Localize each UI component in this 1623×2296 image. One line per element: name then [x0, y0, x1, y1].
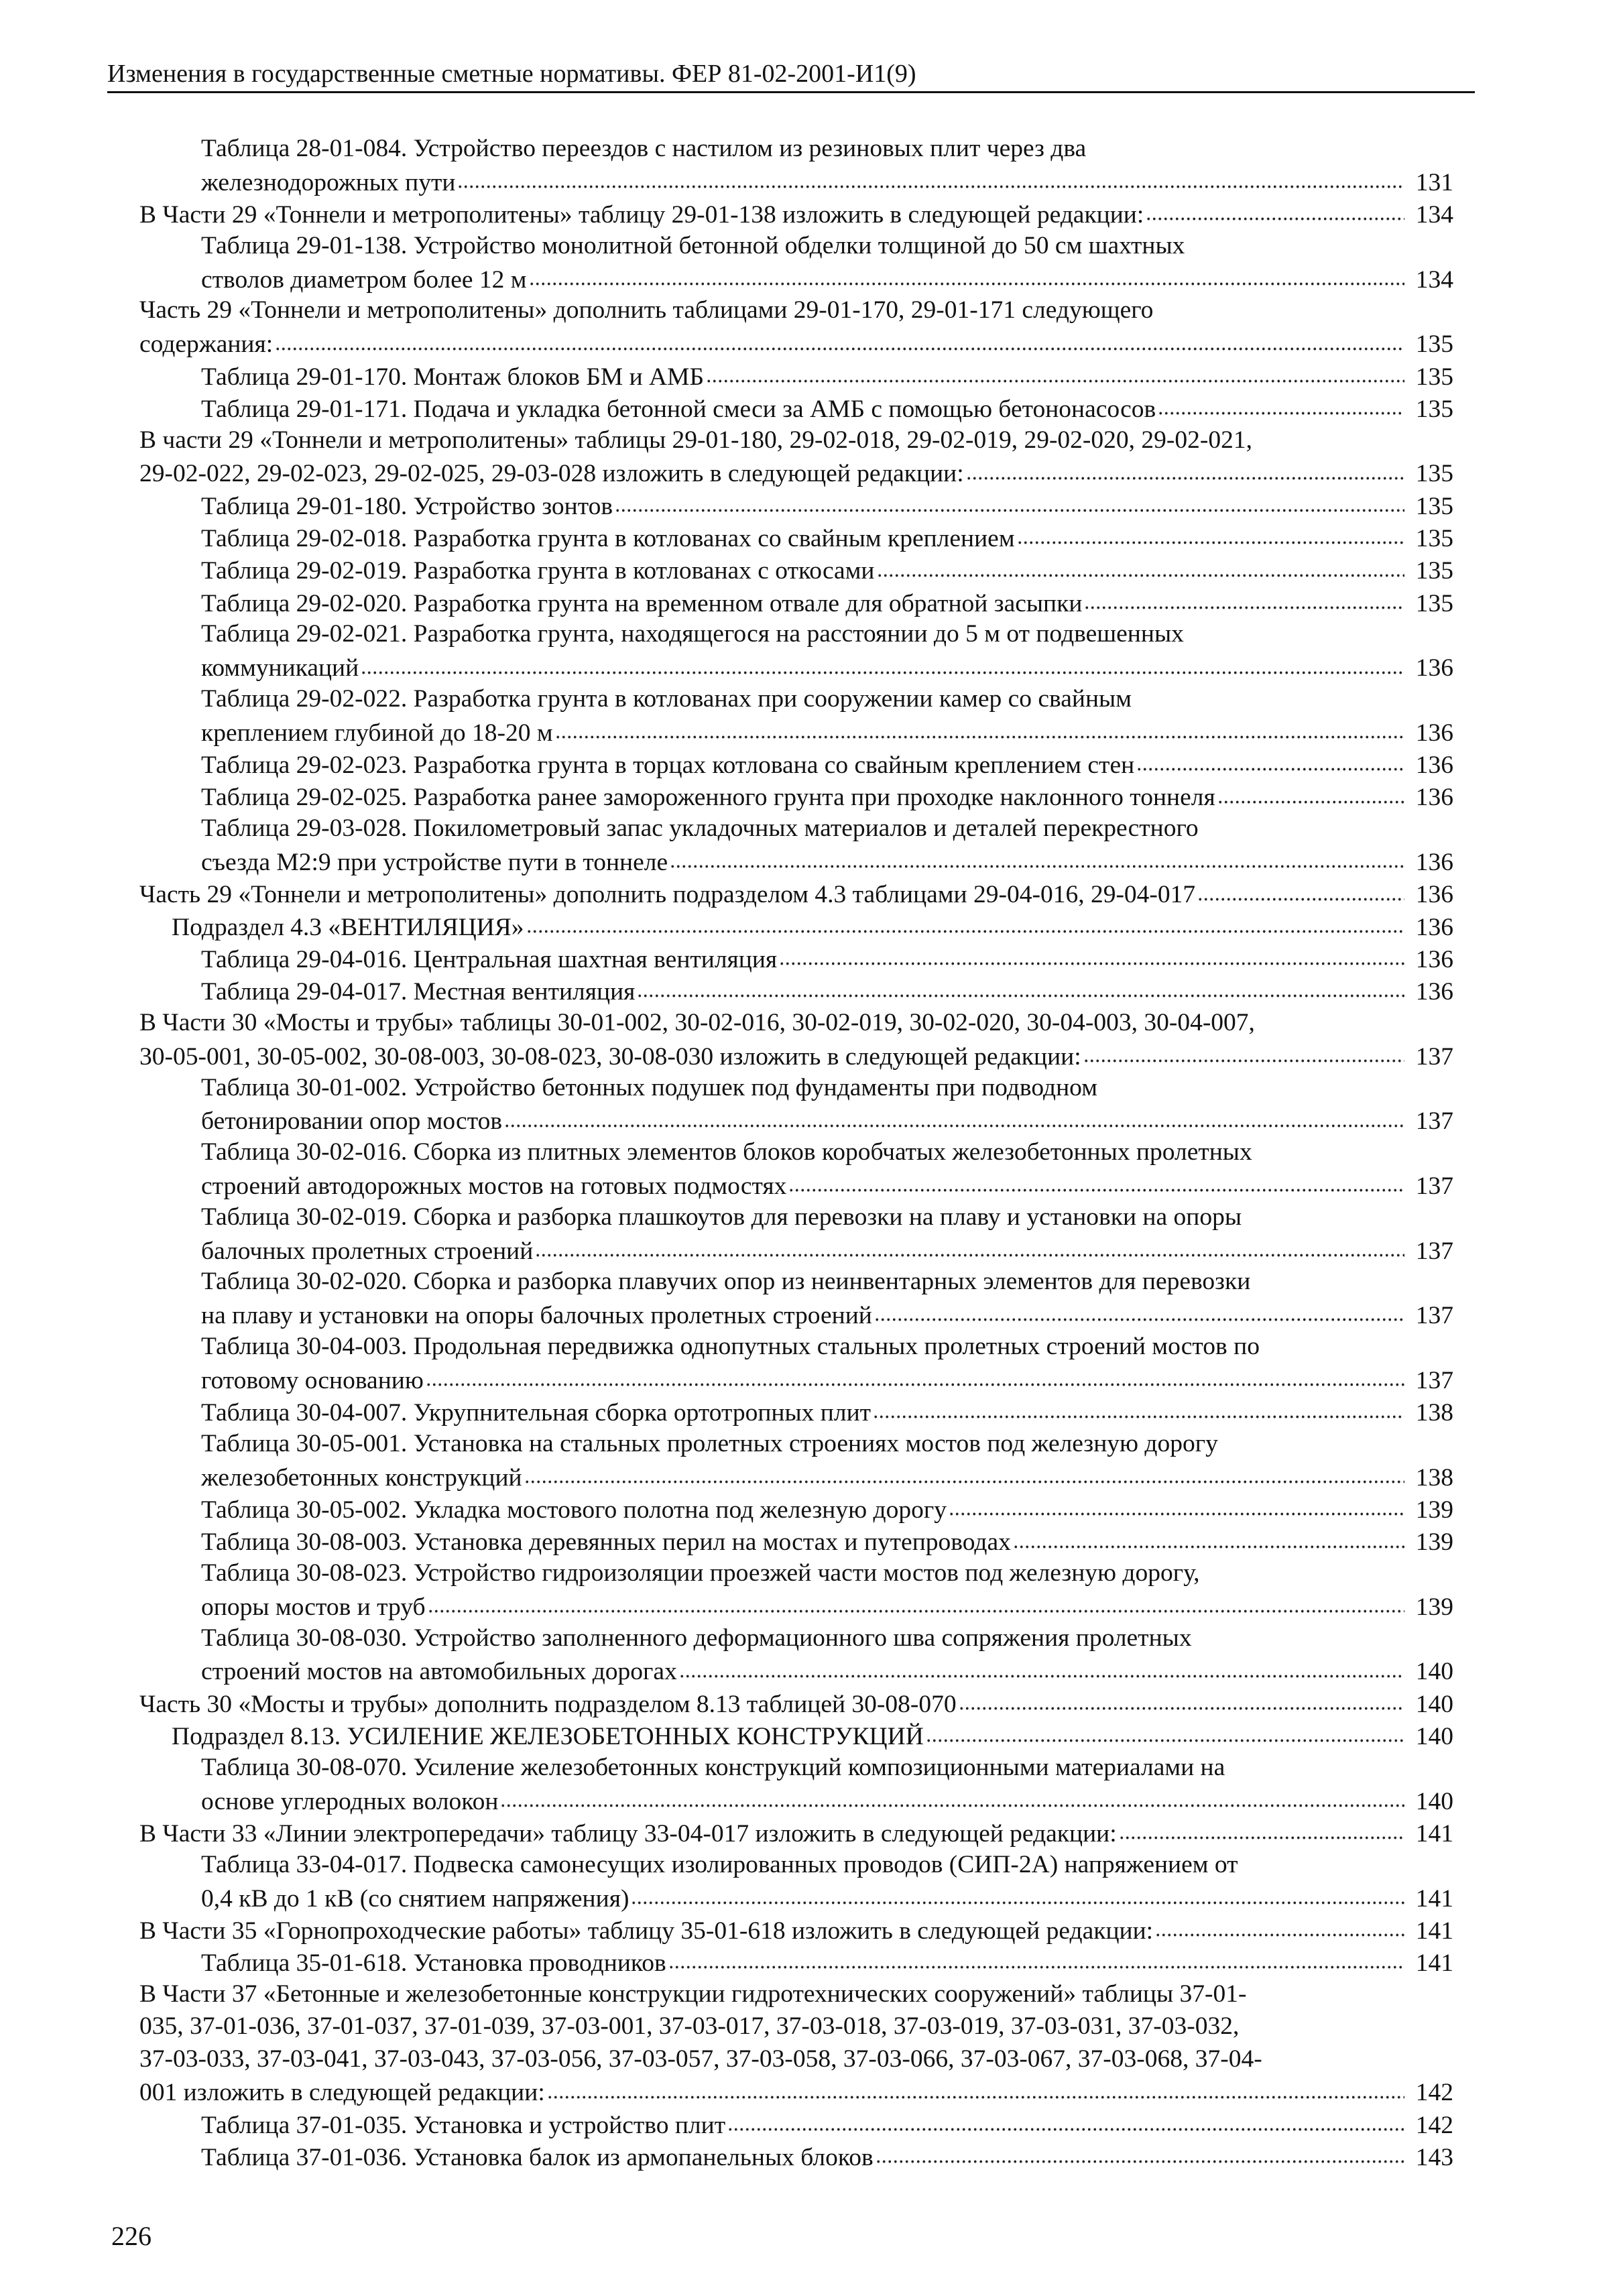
toc-entry-text: готовому основанию [201, 1366, 424, 1394]
toc-entry-text: балочных пролетных строений [201, 1237, 534, 1265]
toc-line [139, 1913, 1453, 1945]
toc-entry-text: Таблица 29-01-180. Устройство зонтов [201, 492, 613, 520]
toc-entry-text: Таблица 29-02-020. Разработка грунта на временном отвале для обратной засыпки [201, 589, 1083, 617]
dot-leader [615, 489, 1404, 514]
toc-entry[interactable] [139, 780, 1453, 812]
toc-entry-text: Таблица 30-02-016. Сборка из плитных элементов блоков коробчатых железобетонных пролетных [201, 1138, 1252, 1166]
toc-line [139, 2140, 1453, 2172]
toc-entry-text: Таблица 29-02-018. Разработка грунта в котлованах со свайным креплением [201, 525, 1015, 553]
toc-entry[interactable] [139, 812, 1453, 878]
toc-entry-text: Таблица 30-02-019. Сборка и разборка плашкоутов для перевозки на плаву и установки на опоры [201, 1203, 1242, 1231]
toc-entry[interactable] [139, 1136, 1453, 1201]
toc-entry-text: Таблица 29-04-017. Местная вентиляция [201, 978, 636, 1006]
dot-leader [959, 1687, 1404, 1712]
toc-line [139, 910, 1453, 942]
toc-page-number: 140 [1415, 1723, 1453, 1751]
toc-line [139, 1072, 1453, 1104]
toc-entry-text: Таблица 29-01-170. Монтаж блоков БМ и АМБ [201, 363, 705, 391]
toc-entry-text: Часть 30 «Мосты и трубы» дополнить подразделом 8.13 таблицей 30-08-070 [139, 1690, 957, 1718]
toc-entry[interactable] [139, 1622, 1453, 1687]
toc-entry-text: Часть 29 «Тоннели и метрополитены» дополнить подразделом 4.3 таблицами 29-04-016, 29-04-017 [139, 881, 1196, 909]
toc-entry-text: Таблица 30-05-002. Укладка мостового полотна под железную дорогу [201, 1496, 947, 1524]
toc-entry-text: опоры мостов и труб [201, 1593, 426, 1621]
toc-entry-text: 29-02-022, 29-02-023, 29-02-025, 29-03-028 изложить в следующей редакции: [139, 460, 964, 488]
toc-entry-text: В Части 29 «Тоннели и метрополитены» таблицу 29-01-138 изложить в следующей редакции: [139, 201, 1144, 229]
dot-leader [873, 1396, 1404, 1421]
toc-entry[interactable] [139, 1557, 1453, 1622]
toc-entry[interactable] [139, 910, 1453, 942]
toc-entry-text: 035, 37-01-036, 37-01-037, 37-01-039, 37-03-001, 37-03-017, 37-03-018, 37-03-019, 37-03-031, 37-03-032, [139, 2012, 1240, 2041]
toc-entry-text: В Части 30 «Мосты и трубы» таблицы 30-01-002, 30-02-016, 30-02-019, 30-02-020, 30-04-003, 30-04-007, [139, 1009, 1255, 1037]
toc-line [139, 230, 1453, 262]
toc-line [139, 1363, 1453, 1395]
toc-page-number: 138 [1415, 1463, 1453, 1492]
toc-page-number: 135 [1415, 395, 1453, 423]
dot-leader [1217, 780, 1404, 806]
toc-page-number: 141 [1415, 1884, 1453, 1913]
toc-page-number: 137 [1415, 1366, 1453, 1394]
toc-entry-text: 30-05-001, 30-05-002, 30-08-003, 30-08-023, 30-08-030 изложить в следующей редакции: [139, 1042, 1081, 1071]
toc-page-number: 139 [1415, 1528, 1453, 1557]
toc-entry-text: Таблица 30-04-007. Укрупнительная сборка ортотропных плит [201, 1399, 871, 1427]
toc-page-number: 136 [1415, 849, 1453, 877]
toc-page-number: 137 [1415, 1237, 1453, 1265]
toc-page-number: 137 [1415, 1302, 1453, 1330]
toc-line [139, 1104, 1453, 1136]
toc-line [139, 522, 1453, 554]
toc-entry[interactable] [139, 2108, 1453, 2140]
toc-page-number: 139 [1415, 1593, 1453, 1621]
toc-entry-text: на плаву и установки на опоры балочных пролетных строений [201, 1302, 872, 1330]
toc-entry-text: Таблица 37-01-035. Установка и устройство плит [201, 2111, 726, 2139]
toc-entry-text: креплением глубиной до 18-20 м [201, 719, 553, 747]
toc-line [139, 586, 1453, 618]
dot-leader [926, 1719, 1404, 1745]
toc-page-number: 135 [1415, 525, 1453, 553]
dot-leader [275, 327, 1404, 353]
toc-entry-text: Таблица 29-03-028. Покилометровый запас укладочных материалов и деталей перекрестного [201, 814, 1199, 843]
toc-line [139, 1396, 1453, 1428]
toc-page-number: 141 [1415, 1819, 1453, 1848]
toc-entry-text: железнодорожных пути [201, 168, 456, 196]
toc-line [139, 1233, 1453, 1266]
dot-leader [1136, 748, 1404, 774]
dot-leader [504, 1104, 1404, 1130]
toc-line [139, 1039, 1453, 1071]
toc-page-number: 141 [1415, 1949, 1453, 1978]
toc-line [139, 1557, 1453, 1589]
toc-line [139, 942, 1453, 974]
toc-page-number: 138 [1415, 1399, 1453, 1427]
toc-page-number: 140 [1415, 1787, 1453, 1815]
toc-page-number: 135 [1415, 492, 1453, 520]
toc-line [139, 1331, 1453, 1363]
toc-line [139, 359, 1453, 391]
toc-entry[interactable] [139, 1849, 1453, 1914]
toc-line [139, 391, 1453, 424]
dot-leader [1155, 1913, 1404, 1939]
toc-line [139, 1946, 1453, 1978]
dot-leader [555, 715, 1404, 741]
toc-line [139, 1849, 1453, 1881]
toc-entry-text: Таблица 30-08-003. Установка деревянных перил на мостах и путепроводах [201, 1528, 1011, 1557]
toc-entry-text: железобетонных конструкций [201, 1463, 522, 1492]
toc-page-number: 136 [1415, 751, 1453, 780]
toc-line [139, 618, 1453, 650]
dot-leader [966, 457, 1404, 482]
toc-line [139, 1428, 1453, 1460]
toc-entry-text: 001 изложить в следующей редакции: [139, 2079, 545, 2107]
dot-leader [877, 554, 1405, 579]
toc-entry[interactable] [139, 1266, 1453, 1331]
dot-leader [535, 1233, 1404, 1259]
toc-page-number: 136 [1415, 978, 1453, 1006]
toc-entry[interactable] [139, 1978, 1453, 2108]
toc-entry[interactable] [139, 1719, 1453, 1752]
dot-leader [457, 165, 1404, 190]
toc-page-number: 141 [1415, 1917, 1453, 1945]
toc-entry[interactable] [139, 878, 1453, 910]
dot-leader [1146, 198, 1404, 223]
toc-page-number: 131 [1415, 168, 1453, 196]
toc-line [139, 1654, 1453, 1687]
toc-entry-text: Таблица 30-05-001. Установка на стальных пролетных строениях мостов под железную дорогу [201, 1429, 1218, 1457]
toc-line [139, 1007, 1453, 1039]
toc-page-number: 143 [1415, 2143, 1453, 2171]
toc-line [139, 1622, 1453, 1654]
toc-line [139, 327, 1453, 359]
toc-entry[interactable] [139, 198, 1453, 230]
toc-entry-text: Таблица 29-01-171. Подача и укладка бетонной смеси за АМБ с помощью бетононасосов [201, 395, 1156, 423]
toc-entry[interactable] [139, 1072, 1453, 1137]
toc-entry[interactable] [139, 1201, 1453, 1266]
toc-entry[interactable] [139, 1913, 1453, 1945]
toc-line [139, 1589, 1453, 1622]
dot-leader [1017, 522, 1404, 547]
toc-line [139, 1719, 1453, 1752]
toc-page-number: 135 [1415, 363, 1453, 391]
toc-entry[interactable] [139, 748, 1453, 780]
toc-entry-text: Таблица 29-02-021. Разработка грунта, находящегося на расстоянии до 5 м от подвешенных [201, 620, 1184, 648]
toc-line [139, 457, 1453, 489]
toc-page-number: 142 [1415, 2079, 1453, 2107]
toc-line [139, 1266, 1453, 1298]
toc-line [139, 1752, 1453, 1784]
dot-leader [679, 1654, 1404, 1680]
toc-page-number: 142 [1415, 2111, 1453, 2139]
toc-entry-text: коммуникаций [201, 654, 359, 682]
toc-entry[interactable] [139, 1946, 1453, 1978]
toc-page-number: 135 [1415, 330, 1453, 359]
dot-leader [779, 942, 1404, 967]
toc-entry-text: Таблица 29-02-025. Разработка ранее замороженного грунта при проходке наклонного тоннеля [201, 784, 1215, 812]
toc-page-number: 136 [1415, 784, 1453, 812]
toc-line [139, 198, 1453, 230]
toc-line [139, 975, 1453, 1007]
toc-entry[interactable] [139, 522, 1453, 554]
toc-line [139, 683, 1453, 715]
toc-page-number: 137 [1415, 1172, 1453, 1200]
toc-page-number: 136 [1415, 945, 1453, 973]
toc-entry-text: Таблица 37-01-036. Установка балок из армопанельных блоков [201, 2143, 874, 2171]
toc-entry[interactable] [139, 230, 1453, 295]
toc-entry-text: Таблица 29-04-016. Центральная шахтная вентиляция [201, 945, 778, 973]
dot-leader [874, 1298, 1404, 1324]
toc-entry-text: Таблица 28-01-084. Устройство переездов с настилом из резиновых плит через два [201, 135, 1087, 162]
toc-page-number: 135 [1415, 557, 1453, 585]
toc-entry-text: Таблица 29-02-023. Разработка грунта в торцах котлована со свайным креплением стен [201, 751, 1135, 780]
toc-entry-text: Таблица 30-02-020. Сборка и разборка плавучих опор из неинвентарных элементов для перевозки [201, 1268, 1251, 1296]
toc-page-number: 137 [1415, 1042, 1453, 1071]
toc-entry-text: Таблица 30-08-070. Усиление железобетонных конструкций композиционными материалами на [201, 1753, 1225, 1781]
dot-leader [500, 1784, 1404, 1809]
dot-leader [524, 1460, 1404, 1486]
toc-entry-text: 0,4 кВ до 1 кВ (со снятием напряжения) [201, 1884, 629, 1913]
toc-entry-text: Таблица 30-08-030. Устройство заполненного деформационного шва сопряжения пролетных [201, 1624, 1192, 1652]
dot-leader [428, 1589, 1404, 1615]
toc-entry[interactable] [139, 1816, 1453, 1848]
dot-leader [668, 1946, 1404, 1972]
toc-entry-text: 37-03-033, 37-03-041, 37-03-043, 37-03-056, 37-03-057, 37-03-058, 37-03-066, 37-03-067, 37-03-068, 37-04- [139, 2045, 1262, 2073]
toc-line [139, 1687, 1453, 1719]
toc-entry[interactable] [139, 1687, 1453, 1719]
toc-line [139, 878, 1453, 910]
toc-line [139, 1492, 1453, 1524]
toc-line [139, 2108, 1453, 2140]
dot-leader [637, 975, 1404, 1000]
toc-entry[interactable] [139, 1331, 1453, 1396]
dot-leader [949, 1492, 1404, 1518]
toc-line [139, 1816, 1453, 1848]
toc-entry-text: Таблица 29-01-138. Устройство монолитной бетонной обделки толщиной до 50 см шахтных [201, 231, 1185, 259]
toc-line [139, 424, 1453, 457]
toc-line [139, 1881, 1453, 1913]
running-header: Изменения в государственные сметные нормативы. ФЕР 81-02-2001-И1(9) [107, 60, 916, 88]
toc-line [139, 133, 1453, 165]
header-rule [107, 91, 1475, 93]
toc-entry[interactable] [139, 586, 1453, 618]
toc-line [139, 748, 1453, 780]
dot-leader [788, 1169, 1404, 1195]
toc-page-number: 136 [1415, 913, 1453, 941]
dot-leader [1158, 391, 1404, 417]
toc-entry-text: Подраздел 4.3 «ВЕНТИЛЯЦИЯ» [172, 913, 524, 941]
toc-page-number: 140 [1415, 1690, 1453, 1718]
toc-entry-text: В Части 37 «Бетонные и железобетонные конструкции гидротехнических сооружений» таблицы 37-01- [139, 1980, 1247, 2008]
toc-entry-text: содержания: [139, 330, 274, 359]
toc-entry-text: строений мостов на автомобильных дорогах [201, 1658, 677, 1686]
toc-entry[interactable] [139, 1007, 1453, 1072]
toc-page-number: 136 [1415, 654, 1453, 682]
toc-line [139, 2043, 1453, 2075]
toc-line [139, 812, 1453, 845]
dot-leader [706, 359, 1404, 385]
toc-entry[interactable] [139, 359, 1453, 391]
toc-page-number: 134 [1415, 265, 1453, 294]
toc-line [139, 294, 1453, 326]
toc-page-number: 136 [1415, 881, 1453, 909]
toc-line [139, 554, 1453, 586]
dot-leader [1197, 878, 1404, 903]
toc-line [139, 2075, 1453, 2108]
toc-entry-text: Таблица 30-01-002. Устройство бетонных подушек под фундаменты при подводном [201, 1073, 1097, 1101]
toc-entry[interactable] [139, 2140, 1453, 2172]
toc-entry[interactable] [139, 1428, 1453, 1493]
toc-entry[interactable] [139, 1525, 1453, 1557]
toc-entry-text: бетонировании опор мостов [201, 1107, 503, 1136]
toc-entry[interactable] [139, 294, 1453, 359]
toc-entry-text: Таблица 35-01-618. Установка проводников [201, 1949, 666, 1978]
page-number: 226 [111, 2221, 152, 2251]
toc-line [139, 1525, 1453, 1557]
toc-entry-text: Таблица 33-04-017. Подвеска самонесущих изолированных проводов (СИП-2А) напряжением от [201, 1850, 1238, 1878]
toc-line [139, 715, 1453, 747]
toc-page-number: 134 [1415, 201, 1453, 229]
toc-entry-text: основе углеродных волокон [201, 1787, 499, 1815]
toc-entry-text: съезда М2:9 при устройстве пути в тоннеле [201, 849, 668, 877]
toc-line [139, 1298, 1453, 1331]
dot-leader [727, 2108, 1404, 2133]
dot-leader [526, 910, 1404, 935]
toc-entry[interactable] [139, 618, 1453, 683]
toc-entry-text: Таблица 30-04-003. Продольная передвижка однопутных стальных пролетных строений мостов по [201, 1332, 1260, 1360]
toc-entry[interactable] [139, 489, 1453, 521]
toc-entry-text: В Части 33 «Линии электропередачи» таблицу 33-04-017 изложить в следующей редакции: [139, 1819, 1117, 1848]
dot-leader [670, 845, 1404, 871]
toc-entry[interactable] [139, 1752, 1453, 1817]
toc-page-number: 140 [1415, 1658, 1453, 1686]
toc-entry[interactable] [139, 424, 1453, 489]
toc-line [139, 845, 1453, 878]
dot-leader [631, 1881, 1404, 1907]
toc-entry-text: В части 29 «Тоннели и метрополитены» таблицы 29-01-180, 29-02-018, 29-02-019, 29-02-020, 29-02-021, [139, 426, 1253, 454]
toc-line [139, 1978, 1453, 2010]
toc-page-number: 137 [1415, 1107, 1453, 1136]
toc-line [139, 165, 1453, 197]
toc-entry[interactable] [139, 1396, 1453, 1428]
toc-entry[interactable] [139, 133, 1453, 198]
toc-line [139, 1460, 1453, 1492]
toc-line [139, 489, 1453, 521]
toc-entry[interactable] [139, 1492, 1453, 1524]
dot-leader [1084, 586, 1404, 611]
toc-line [139, 1136, 1453, 1168]
toc-entry[interactable] [139, 975, 1453, 1007]
toc-page-number: 135 [1415, 589, 1453, 617]
dot-leader [426, 1363, 1404, 1388]
toc-entry[interactable] [139, 391, 1453, 424]
toc-entry-text: строений автодорожных мостов на готовых подмостях [201, 1172, 787, 1200]
dot-leader [1119, 1816, 1404, 1841]
toc-line [139, 651, 1453, 683]
toc-line [139, 262, 1453, 294]
dot-leader [1013, 1525, 1404, 1551]
toc-page-number: 136 [1415, 719, 1453, 747]
toc-entry[interactable] [139, 554, 1453, 586]
toc-entry-text: Подраздел 8.13. УСИЛЕНИЕ ЖЕЛЕЗОБЕТОННЫХ КОНСТРУКЦИЙ [172, 1723, 924, 1751]
toc-line [139, 780, 1453, 812]
toc-page-number: 139 [1415, 1496, 1453, 1524]
toc-entry-text: Таблица 30-08-023. Устройство гидроизоляции проезжей части мостов под железную дорогу, [201, 1559, 1200, 1587]
toc-line [139, 1169, 1453, 1201]
dot-leader [1083, 1039, 1404, 1065]
dot-leader [361, 651, 1404, 676]
toc-entry[interactable] [139, 942, 1453, 974]
toc-line [139, 2010, 1453, 2043]
toc-entry-text: Часть 29 «Тоннели и метрополитены» дополнить таблицами 29-01-170, 29-01-171 следующего [139, 296, 1154, 324]
toc-entry-text: Таблица 29-02-022. Разработка грунта в котлованах при сооружении камер со свайным [201, 685, 1132, 713]
toc-entry-text: стволов диаметром более 12 м [201, 265, 527, 294]
toc-page-number: 135 [1415, 460, 1453, 488]
dot-leader [547, 2075, 1404, 2101]
dot-leader [529, 262, 1404, 288]
dot-leader [876, 2140, 1404, 2165]
table-of-contents [139, 133, 1453, 2173]
toc-entry-text: Таблица 29-02-019. Разработка грунта в котлованах с откосами [201, 557, 875, 585]
toc-line [139, 1784, 1453, 1816]
toc-line [139, 1201, 1453, 1233]
toc-entry[interactable] [139, 683, 1453, 748]
toc-entry-text: В Части 35 «Горнопроходческие работы» таблицу 35-01-618 изложить в следующей редакции: [139, 1917, 1154, 1945]
